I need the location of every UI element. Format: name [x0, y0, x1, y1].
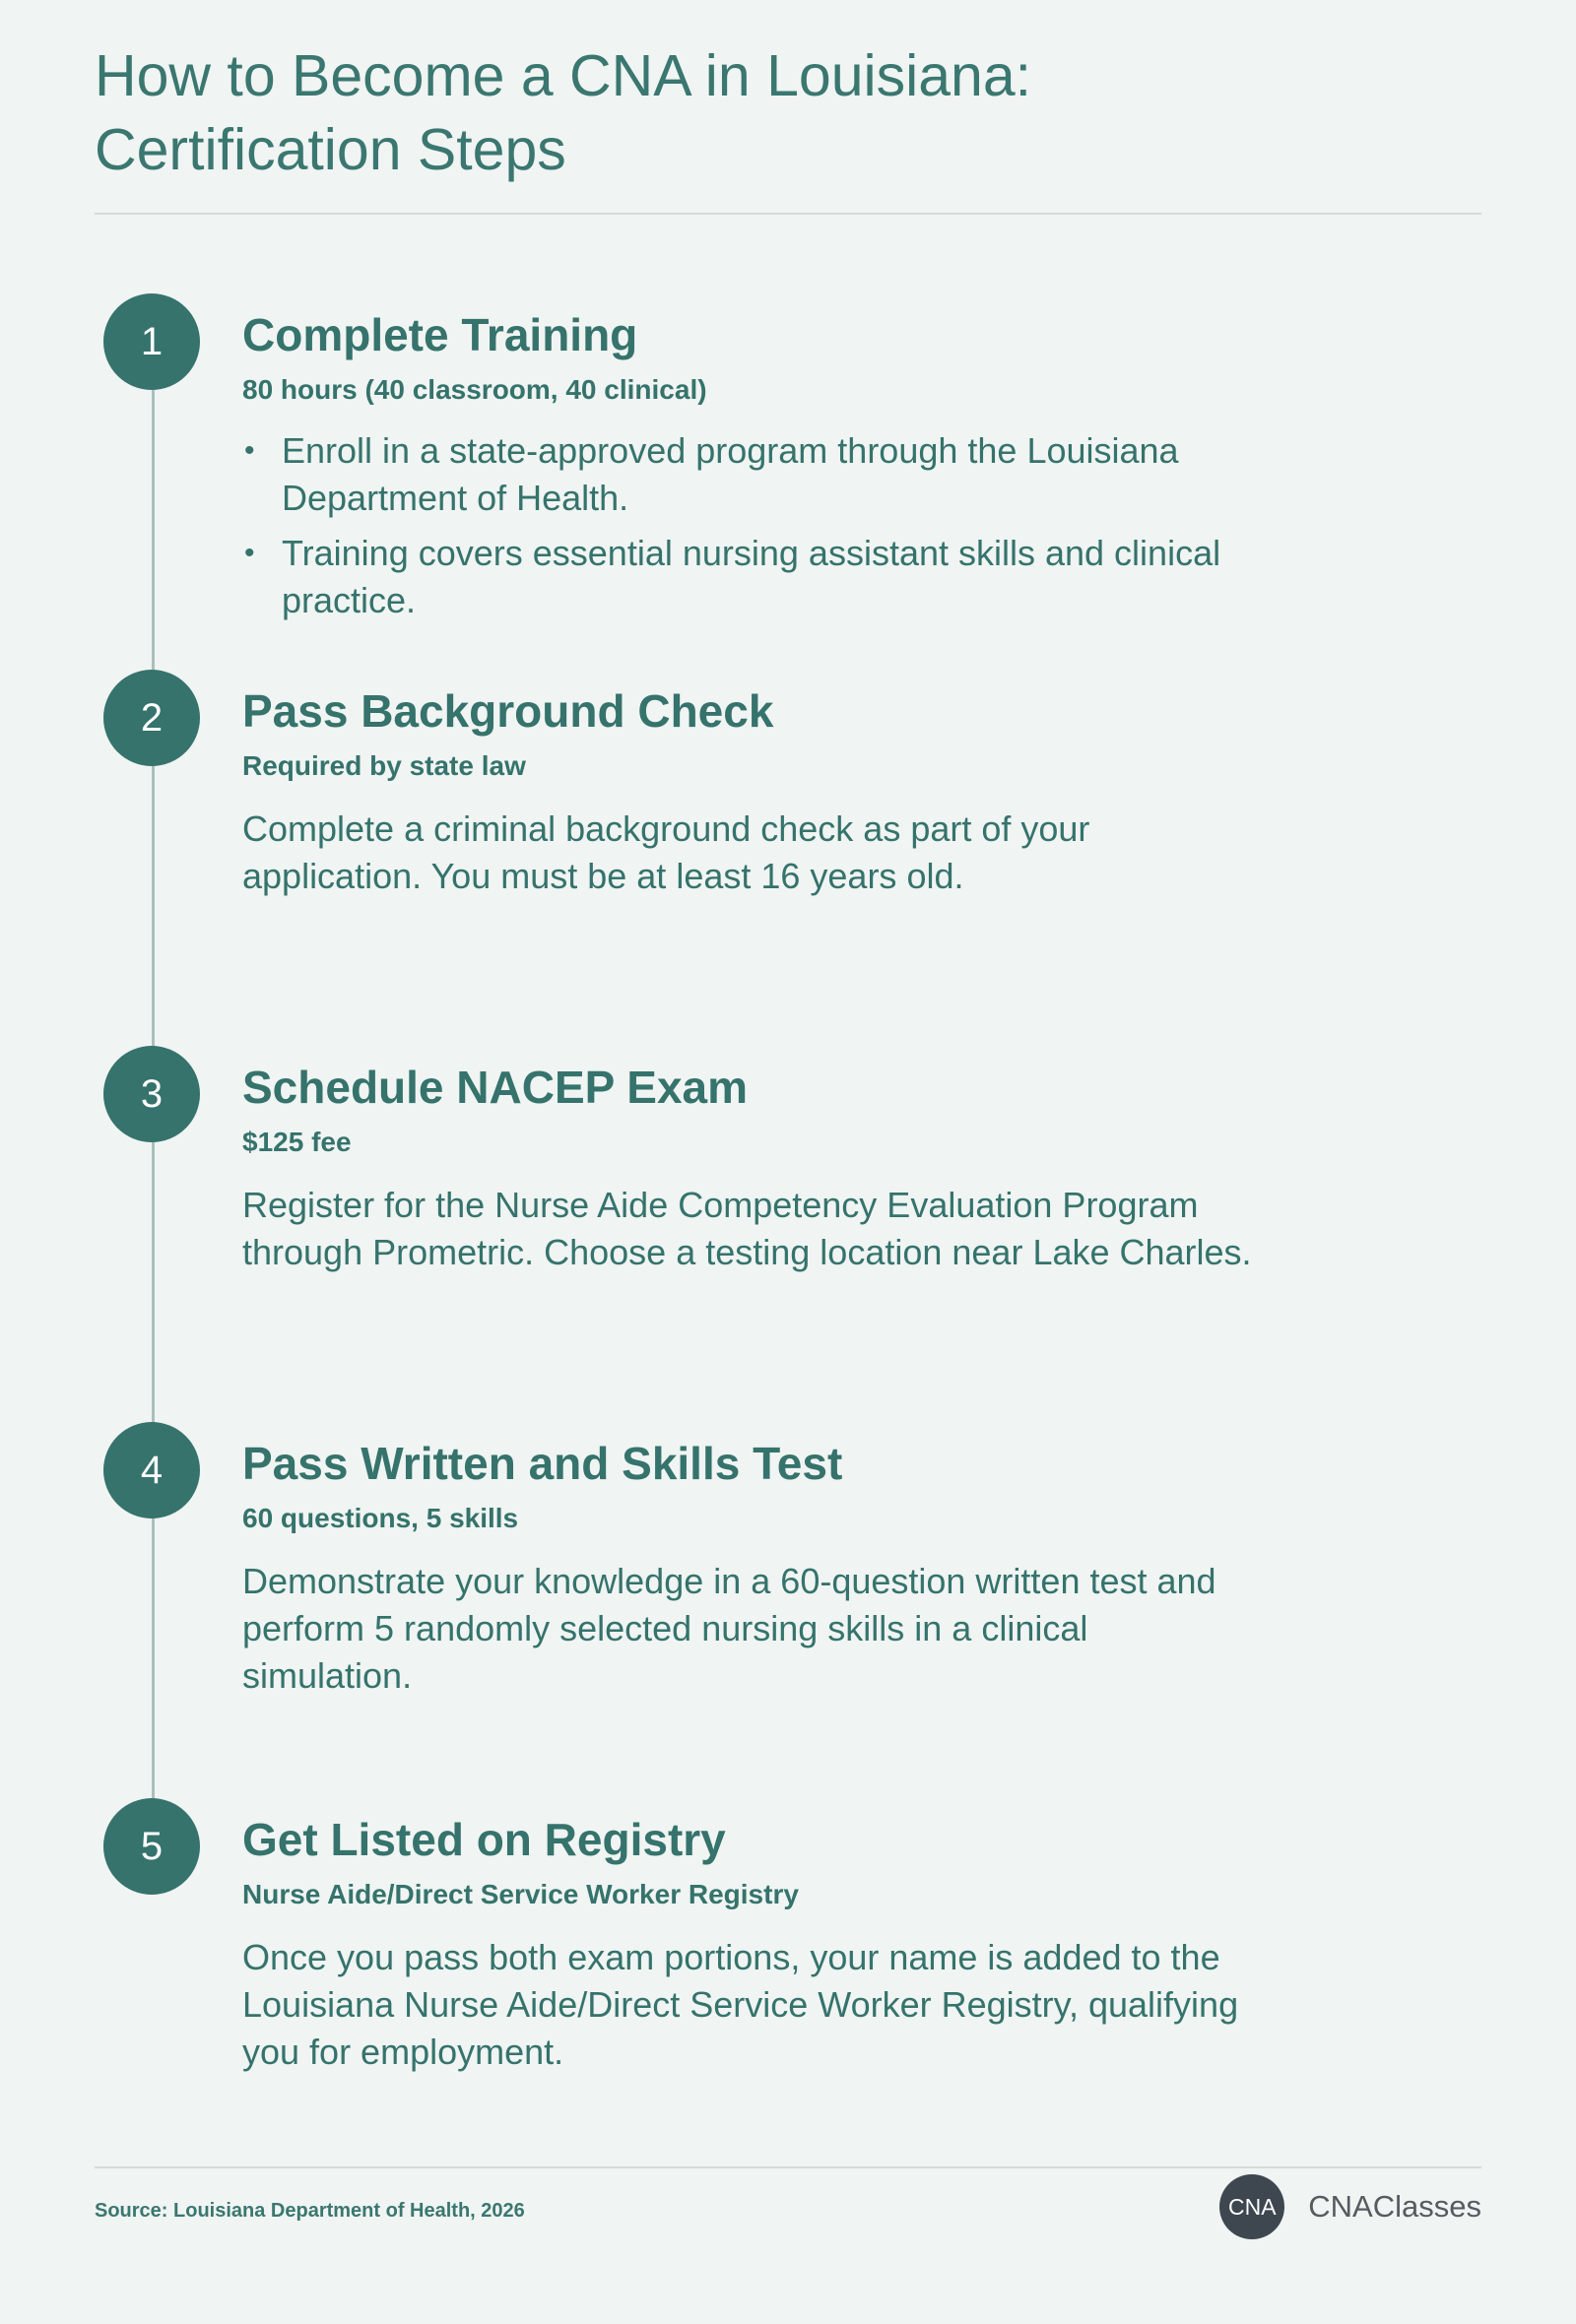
step-description: Once you pass both exam portions, your name is added to the Louisiana Nurse Aide/Direct Service Worker Registry, qualifying you for employment.: [242, 1937, 1239, 2072]
step-subtitle: Nurse Aide/Direct Service Worker Registry: [242, 1879, 799, 1909]
step-content: [242, 1060, 1326, 1276]
step-content: [242, 307, 1326, 632]
step-subtitle: $125 fee: [242, 1127, 352, 1157]
step-number-badge: 2: [103, 670, 200, 766]
source-citation: Source: Louisiana Department of Health, 2026: [95, 2200, 525, 2222]
step-description: Register for the Nurse Aide Competency Evaluation Program through Prometric. Choose a testing location near Lake Charles.: [242, 1185, 1252, 1272]
header-divider: [95, 213, 1481, 215]
step-number-badge: 1: [103, 293, 200, 390]
step-number-badge: 3: [103, 1046, 200, 1142]
step-title: Pass Background Check: [242, 685, 774, 737]
step-number-badge: 4: [103, 1422, 200, 1518]
step-title: Get Listed on Registry: [242, 1814, 726, 1865]
step-subtitle: Required by state law: [242, 750, 526, 781]
bullet-item: • Enroll in a state-approved program through the Louisiana Department of Health.: [242, 427, 1267, 522]
step-content: [242, 1812, 1326, 2076]
step-description: Demonstrate your knowledge in a 60-question written test and perform 5 randomly selected nursing skills in a clinical simulation.: [242, 1561, 1216, 1696]
step-content: [242, 683, 1326, 900]
bullet-item: • Training covers essential nursing assistant skills and clinical practice.: [242, 530, 1267, 624]
page-title-line2: Certification Steps: [95, 117, 566, 182]
step-subtitle: 80 hours (40 classroom, 40 clinical): [242, 374, 707, 405]
step-description: Complete a criminal background check as part of your application. You must be at least 16 years old.: [242, 808, 1090, 896]
brand-logo: [1219, 2174, 1481, 2239]
page-title: [95, 39, 1375, 187]
step-title: Complete Training: [242, 309, 638, 360]
footer-divider: [95, 2166, 1481, 2168]
step-bullet-list: [242, 427, 1267, 624]
brand-name: CNAClasses: [1308, 2189, 1481, 2224]
page-title-line1: How to Become a CNA in Louisiana:: [95, 43, 1032, 108]
step-number-badge: 5: [103, 1798, 200, 1895]
step-content: [242, 1436, 1326, 1700]
brand-badge: CNA: [1219, 2174, 1284, 2239]
step-title: Schedule NACEP Exam: [242, 1062, 749, 1113]
step-title: Pass Written and Skills Test: [242, 1438, 843, 1489]
step-subtitle: 60 questions, 5 skills: [242, 1503, 519, 1533]
